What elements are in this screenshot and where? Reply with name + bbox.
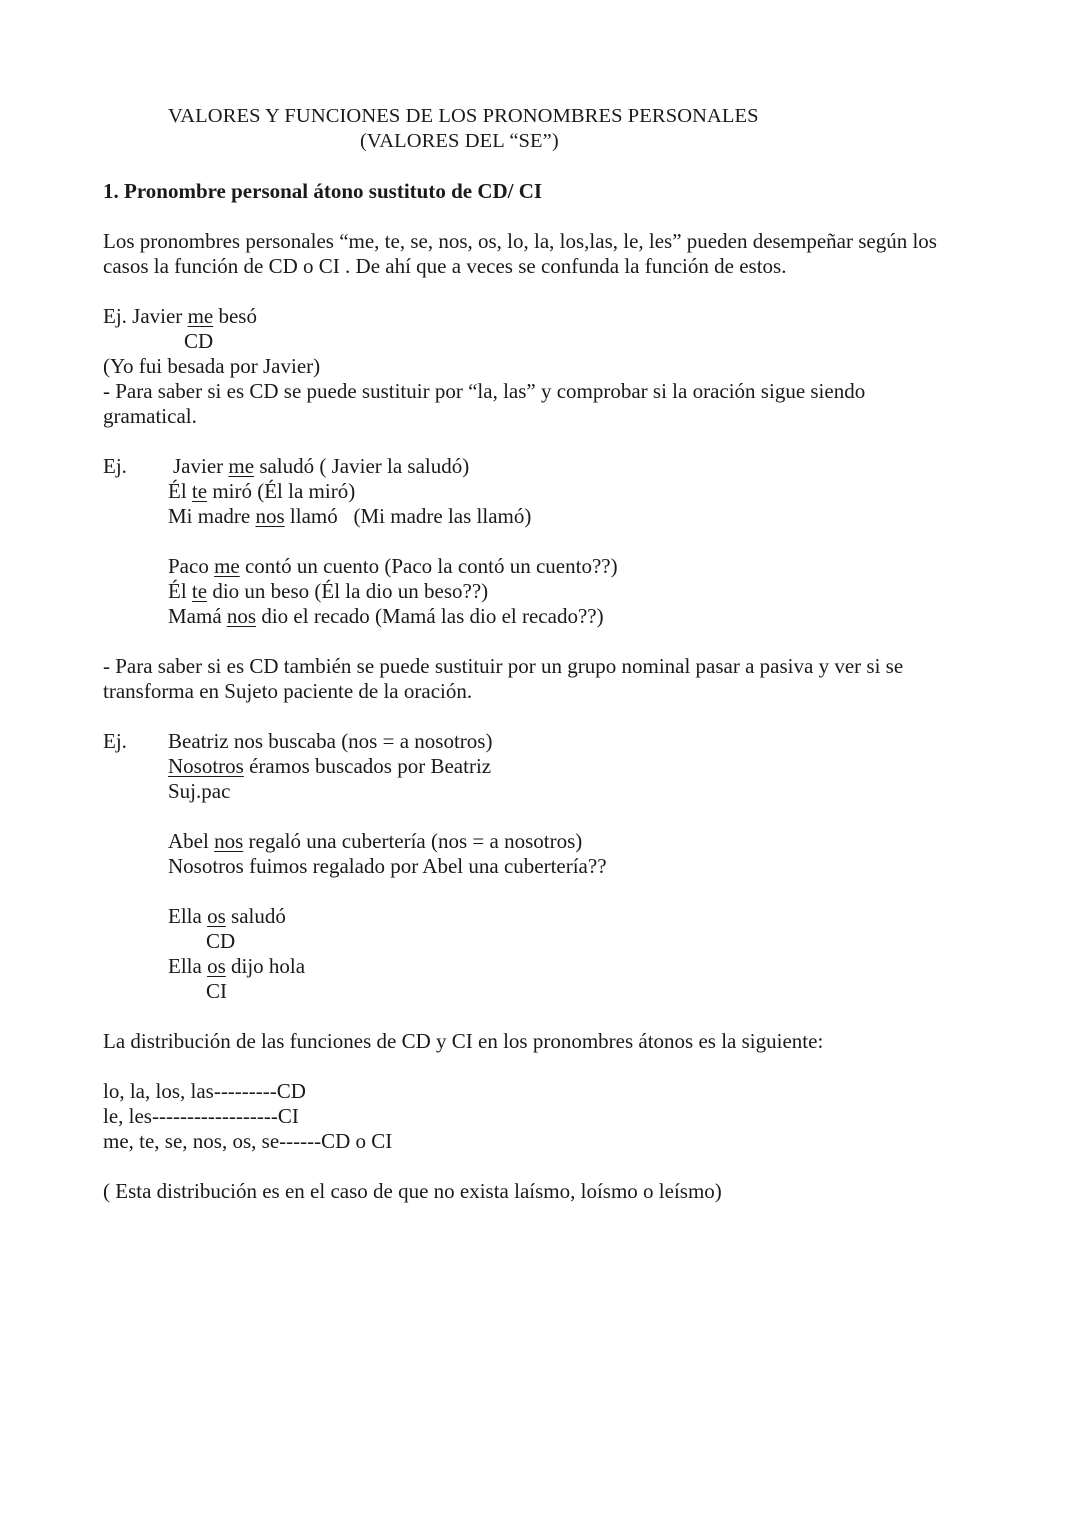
closing-note: ( Esta distribución es en el caso de que no exista laísmo, loísmo o leísmo) (103, 1179, 722, 1203)
example-line: Nosotros éramos buscados por Beatriz (168, 754, 492, 778)
example-line: Javier me saludó ( Javier la saludó) (173, 454, 470, 478)
function-label: CD (206, 929, 236, 953)
title-line-1: VALORES Y FUNCIONES DE LOS PRONOMBRES PERSONALES (168, 105, 759, 127)
intro-line-2: casos la función de CD o CI . De ahí que a veces se confunda la función de estos. (103, 254, 787, 278)
ej-label: Ej. (103, 454, 127, 478)
example-line: Mamá nos dio el recado (Mamá las dio el recado??) (168, 604, 604, 628)
example-line: Ella os saludó (168, 904, 286, 928)
title-line-2: (VALORES DEL “SE”) (360, 130, 559, 152)
example-line: Mi madre nos llamó (Mi madre las llamó) (168, 504, 532, 528)
ej-label: Ej. (103, 729, 127, 753)
example-line: Ej. Javier me besó (103, 304, 257, 328)
distribution-item: me, te, se, nos, os, se------CD o CI (103, 1129, 393, 1153)
rule-1-line-2: gramatical. (103, 404, 197, 428)
example-line: Beatriz nos buscaba (nos = a nosotros) (168, 729, 493, 753)
rule-2-line-2: transforma en Sujeto paciente de la oración. (103, 679, 473, 703)
function-label: CD (184, 329, 214, 353)
function-label: Suj.pac (168, 779, 231, 803)
function-label: CI (206, 979, 227, 1003)
section-heading: 1. Pronombre personal átono sustituto de CD/ CI (103, 179, 543, 203)
example-line: Él te dio un beso (Él la dio un beso??) (168, 579, 489, 603)
example-line: Nosotros fuimos regalado por Abel una cubertería?? (168, 854, 607, 878)
rule-1-line-1: - Para saber si es CD se puede sustituir por “la, las” y comprobar si la oración sigue siendo (103, 379, 866, 403)
intro-line-1: Los pronombres personales “me, te, se, nos, os, lo, la, los,las, le, les” pueden desempeñar según los (103, 229, 937, 253)
example-line: Paco me contó un cuento (Paco la contó un cuento??) (168, 554, 618, 578)
distribution-item: le, les------------------CI (103, 1104, 299, 1128)
example-line: Ella os dijo hola (168, 954, 306, 978)
example-line: Abel nos regaló una cubertería (nos = a nosotros) (168, 829, 583, 853)
distribution-intro: La distribución de las funciones de CD y CI en los pronombres átonos es la siguiente: (103, 1029, 824, 1053)
example-line: Él te miró (Él la miró) (168, 479, 356, 503)
distribution-item: lo, la, los, las---------CD (103, 1079, 306, 1103)
example-note: (Yo fui besada por Javier) (103, 354, 321, 378)
rule-2-line-1: - Para saber si es CD también se puede sustituir por un grupo nominal pasar a pasiva y ver si se (103, 654, 904, 678)
